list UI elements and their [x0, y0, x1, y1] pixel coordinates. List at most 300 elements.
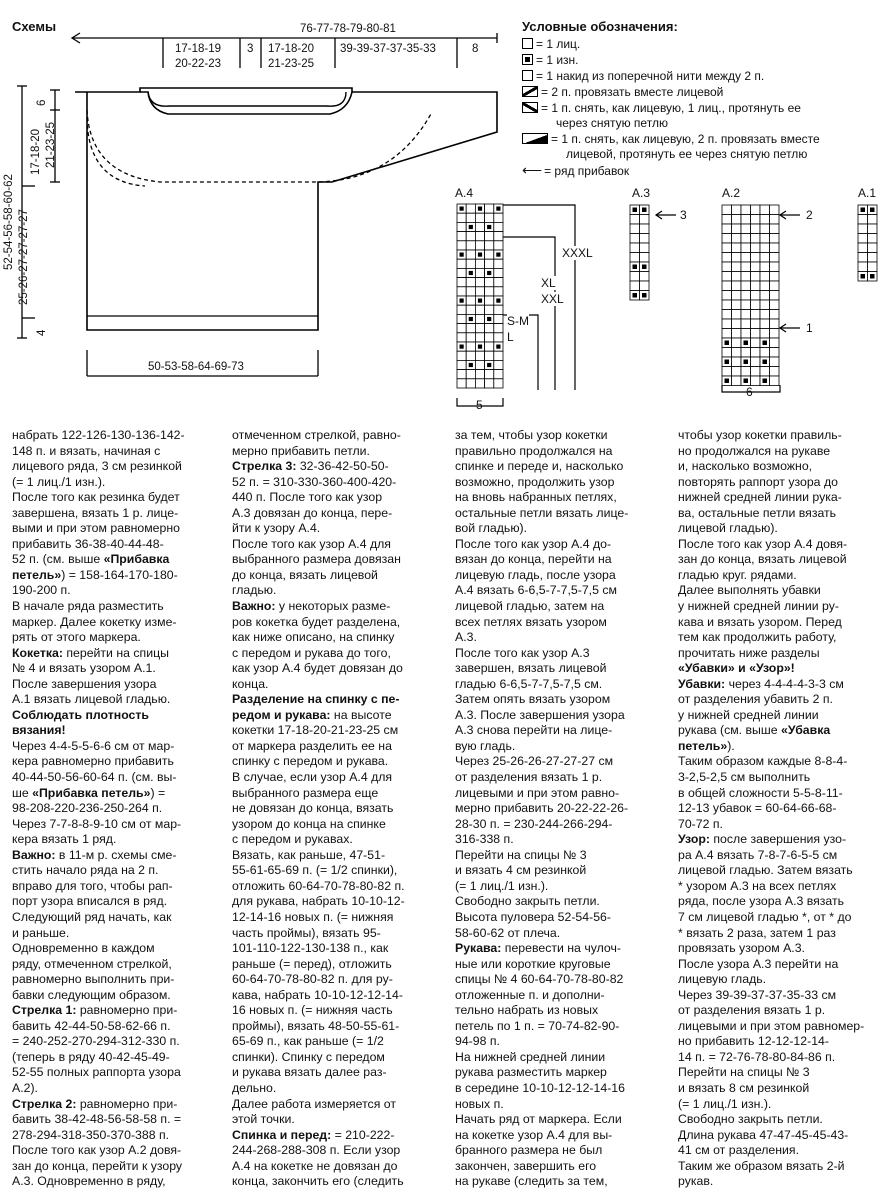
- chart-cell: [732, 215, 742, 225]
- chart-cell: [722, 224, 732, 234]
- text-line: лицевыми и при этом равномер-: [678, 1018, 865, 1033]
- chart-cell: [741, 348, 751, 358]
- repeat-6: 6: [746, 385, 753, 399]
- text-line: выбранного размера еще: [232, 785, 379, 800]
- chart-cell: [466, 259, 475, 268]
- text-line: Далее работа измеряется от: [232, 1096, 396, 1111]
- text-line: Стрелка 2: равномерно при-: [12, 1096, 178, 1111]
- chart-cell: [475, 314, 484, 323]
- text-line: Важно: в 11-м р. схемы сме-: [12, 847, 177, 862]
- chart-cell: [466, 342, 475, 351]
- chart-cell: [751, 338, 761, 348]
- chart-cell: [485, 278, 494, 287]
- chart-cell: [475, 351, 484, 360]
- purl-mark: [763, 341, 768, 346]
- purl-mark: [487, 271, 491, 275]
- chart-cell: [732, 224, 742, 234]
- text-line: мерно прибавить 20-22-22-26-: [455, 801, 629, 816]
- text-line: Рукава: перевести на чулоч-: [455, 941, 621, 956]
- chart-cell: [741, 253, 751, 263]
- chart-cell: [751, 319, 761, 329]
- text-line: 28-30 п. = 230-244-266-294-: [455, 816, 613, 831]
- purl-mark: [744, 341, 749, 346]
- text-line: от разделения убавить 2 п.: [678, 692, 833, 707]
- chart-cell: [494, 287, 503, 296]
- purl-mark: [469, 271, 473, 275]
- text-line: «Убавки» и «Узор»!: [678, 661, 795, 676]
- chart-cell: [722, 348, 732, 358]
- chart-cell: [770, 300, 780, 310]
- text-line: выми и при этом равномерно: [12, 521, 180, 536]
- chart-cell: [475, 305, 484, 314]
- text-line: выбранного размера довязан: [232, 552, 401, 567]
- text-line: на кокетке узор A.4 для вы-: [455, 1127, 613, 1142]
- chart-cell: [858, 262, 868, 272]
- chart-cell: [485, 333, 494, 342]
- chart-cell: [640, 243, 650, 253]
- chart-cell: [485, 250, 494, 259]
- text-line: рукава (см. выше «Убавка: [678, 723, 831, 738]
- text-line: 12-14-16 новых п. (= нижняя: [232, 909, 394, 924]
- text-line: A.3. После завершения узора: [455, 707, 625, 722]
- chart-cell: [630, 215, 640, 225]
- yoke-height-b: 21-23-25: [45, 121, 57, 168]
- chart-cell: [741, 367, 751, 377]
- arrow-label-1: 1: [806, 321, 813, 335]
- stitch-charts: [0, 0, 882, 420]
- text-line: Через 4-4-5-5-6-6 см от мар-: [12, 738, 175, 753]
- text-line: бавить 38-42-48-56-58-58 п. =: [12, 1112, 182, 1127]
- text-line: редом и рукава: на высоте: [232, 707, 392, 722]
- chart-cell: [770, 272, 780, 282]
- chart-cell: [722, 253, 732, 263]
- text-line: как ниже описано, на спинку: [232, 630, 395, 645]
- text-line: завершен, вязать лицевой: [455, 661, 607, 676]
- text-line: возможно, продолжить узор: [455, 474, 615, 489]
- chart-cell: [732, 205, 742, 215]
- text-line: бранного размера не был: [455, 1143, 603, 1158]
- text-line: лицевыми и при этом равно-: [455, 785, 620, 800]
- purl-mark: [478, 345, 482, 349]
- chart-cell: [732, 310, 742, 320]
- purl-mark: [861, 208, 866, 213]
- chart-cell: [741, 319, 751, 329]
- text-line: После того как узор A.3: [455, 645, 590, 660]
- chart-cell: [741, 272, 751, 282]
- purl-mark: [642, 293, 647, 298]
- chart-cell: [770, 253, 780, 263]
- chart-cell: [732, 243, 742, 253]
- text-line: остальные петли вязать лице-: [455, 505, 629, 520]
- text-line: петель») = 158-164-170-180-: [12, 567, 178, 582]
- chart-cell: [457, 324, 466, 333]
- text-line: Важно: у некоторых разме-: [232, 599, 391, 614]
- text-line: 101-110-122-130-138 п., как: [232, 941, 389, 956]
- size-xl: XL: [541, 276, 556, 290]
- text-line: проймы), вязать 48-50-55-61-: [232, 1018, 400, 1033]
- text-line: как узор A.4 будет довязан до: [232, 661, 403, 676]
- chart-cell: [741, 224, 751, 234]
- purl-mark: [725, 341, 730, 346]
- chart-cell: [770, 338, 780, 348]
- text-line: На нижней средней линии: [455, 1049, 606, 1064]
- chart-cell: [770, 243, 780, 253]
- text-line: Длина рукава 47-47-45-45-43-: [678, 1127, 849, 1142]
- arrow-label-2: 2: [806, 208, 813, 222]
- chart-cell: [760, 224, 770, 234]
- top-width: 76-77-78-79-80-81: [300, 23, 396, 35]
- purl-mark: [725, 379, 730, 384]
- text-line: раньше (= перед), отложить: [232, 956, 392, 971]
- purl-mark: [763, 379, 768, 384]
- text-line: набрать 122-126-130-136-142-: [12, 428, 185, 442]
- chart-cell: [732, 262, 742, 272]
- chart-cell: [751, 329, 761, 339]
- text-line: ва, остальные петли вязать: [678, 505, 837, 520]
- chart-cell: [466, 250, 475, 259]
- chart-cell: [732, 348, 742, 358]
- chart-cell: [457, 360, 466, 369]
- text-line: спинке и переде и, насколько: [455, 459, 624, 474]
- purl-mark: [460, 345, 464, 349]
- text-line: и вязать 8 см резинкой: [678, 1080, 810, 1095]
- text-line: повторять раппорт узора до: [678, 474, 838, 489]
- chart-cell: [466, 296, 475, 305]
- chart-a3-grid: [630, 205, 649, 300]
- chart-cell: [457, 232, 466, 241]
- chart-cell: [858, 234, 868, 244]
- text-line: на вновь набранных петлях,: [455, 490, 617, 505]
- rib-height: 4: [36, 329, 48, 336]
- chart-cell: [494, 360, 503, 369]
- chart-cell: [760, 234, 770, 244]
- chart-cell: [722, 281, 732, 291]
- text-line: бавки следующим образом.: [12, 987, 171, 1002]
- chart-cell: [751, 243, 761, 253]
- chart-cell: [494, 241, 503, 250]
- chart-cell: [475, 278, 484, 287]
- text-line: равномерно выполнить при-: [12, 972, 175, 987]
- chart-cell: [457, 379, 466, 388]
- neck-dim-a: 17-18-19: [175, 43, 222, 55]
- chart-cell: [457, 370, 466, 379]
- chart-cell: [640, 253, 650, 263]
- text-line: (= 1 лиц./1 изн.).: [455, 878, 549, 893]
- chart-cell: [494, 370, 503, 379]
- chart-cell: [485, 370, 494, 379]
- chart-cell: [494, 314, 503, 323]
- chart-cell: [732, 338, 742, 348]
- chart-cell: [732, 253, 742, 263]
- purl-mark: [725, 360, 730, 365]
- legend-inc-row: ⟵ = ряд прибавок: [522, 162, 630, 178]
- text-line: 58-60-62 от плеча.: [455, 925, 561, 940]
- chart-cell: [770, 376, 780, 386]
- text-line: A.3 снова перейти на лице-: [455, 723, 613, 738]
- text-line: но прибавить 12-12-12-14-: [678, 1034, 829, 1049]
- purl-mark: [642, 265, 647, 270]
- text-line: 60-64-70-78-80-82 п. для ру-: [232, 972, 393, 987]
- purl-mark: [478, 207, 482, 211]
- text-line: всех петлях вязать узором: [455, 614, 607, 629]
- text-line: Убавки: через 4-4-4-4-3-3 см: [678, 676, 844, 691]
- text-line: Таким образом каждые 8-8-4-: [678, 754, 848, 769]
- section-title: Схемы: [12, 19, 57, 34]
- arrow-label-3: 3: [680, 208, 687, 222]
- neck-height: 6: [36, 99, 48, 106]
- legend-knit: = 1 лиц.: [522, 37, 580, 51]
- chart-cell: [475, 213, 484, 222]
- chart-cell: [770, 224, 780, 234]
- text-line: 52-55 полных раппорта узора: [12, 1065, 181, 1080]
- neck-dim-d: 17-18-20: [268, 43, 315, 55]
- text-line: = 240-252-270-294-312-330 п.: [12, 1034, 180, 1049]
- chart-cell: [751, 300, 761, 310]
- legend-title: Условные обозначения:: [522, 19, 678, 34]
- purl-mark: [763, 360, 768, 365]
- text-line: A.3.: [455, 630, 477, 645]
- text-line: ше «Прибавка петель») =: [12, 785, 166, 800]
- chart-cell: [760, 215, 770, 225]
- text-line: ные или короткие круговые: [455, 956, 611, 971]
- text-line: и рукава вязать далее раз-: [232, 1065, 387, 1080]
- text-line: Перейти на спицы № 3: [455, 847, 587, 862]
- height-total: 52-54-56-58-60-62: [3, 174, 15, 270]
- text-line: 98-208-220-236-250-264 п.: [12, 801, 163, 816]
- chart-cell: [630, 224, 640, 234]
- chart-cell: [722, 310, 732, 320]
- text-line: стить начало ряда на 2 п.: [12, 863, 159, 878]
- chart-cell: [770, 348, 780, 358]
- chart-cell: [760, 272, 770, 282]
- text-line: лицевую гладь, после узора: [455, 567, 616, 582]
- text-line: отложить 60-64-70-78-80-82 п.: [232, 878, 405, 893]
- text-line: лицевой гладью).: [678, 521, 778, 536]
- chart-cell: [457, 351, 466, 360]
- chart-cell: [732, 367, 742, 377]
- size-xxl: XXL: [541, 292, 564, 306]
- chart-cell: [732, 281, 742, 291]
- chart-cell: [732, 376, 742, 386]
- text-line: в середине 10-10-12-12-14-16: [455, 1080, 625, 1095]
- chart-cell: [741, 281, 751, 291]
- chart-cell: [485, 351, 494, 360]
- text-line: 40-44-50-56-60-64 п. (см. вы-: [12, 770, 177, 785]
- text-line: 41 см от разделения.: [678, 1143, 799, 1158]
- text-line: рять от этого маркера.: [12, 630, 141, 645]
- text-line: йти к узору A.4.: [232, 521, 321, 536]
- text-line: часть проймы), вязать 95-: [232, 925, 381, 940]
- chart-cell: [722, 215, 732, 225]
- neck-dim-c: 3: [247, 43, 254, 55]
- chart-cell: [466, 305, 475, 314]
- chart-cell: [858, 243, 868, 253]
- chart-cell: [466, 232, 475, 241]
- text-line: бавить 42-44-50-58-62-66 п.: [12, 1018, 171, 1033]
- chart-cell: [494, 278, 503, 287]
- text-line: провязать узором A.3.: [678, 941, 805, 956]
- text-line: A.1 вязать лицевой гладью.: [12, 692, 171, 707]
- purl-mark: [460, 207, 464, 211]
- chart-cell: [485, 232, 494, 241]
- chart-cell: [858, 253, 868, 263]
- text-line: После того как узор A.4 для: [232, 536, 391, 551]
- chart-cell: [760, 367, 770, 377]
- chart-cell: [457, 278, 466, 287]
- chart-cell: [475, 222, 484, 231]
- chart-a1-label: A.1: [858, 186, 877, 200]
- legend-yo: = 1 накид из поперечной нити между 2 п.: [522, 69, 764, 83]
- text-line: Далее выполнять убавки: [678, 583, 821, 598]
- chart-cell: [722, 205, 732, 215]
- text-line: для рукава, набрать 10-10-12-: [232, 894, 405, 909]
- text-line: отложенные п. и дополни-: [455, 987, 605, 1002]
- chart-cell: [494, 351, 503, 360]
- chart-cell: [751, 291, 761, 301]
- text-line: 12-13 убавок = 60-64-66-68-: [678, 801, 837, 816]
- text-line: лицевой гладью. Затем вязать: [678, 863, 853, 878]
- chart-cell: [760, 205, 770, 215]
- text-line: рукав.: [678, 1174, 714, 1189]
- text-line: После того как узор A.2 довя-: [12, 1143, 182, 1158]
- text-line: * узором A.3 на всех петлях: [678, 878, 837, 893]
- text-line: 148 п. и вязать, начиная с: [12, 443, 161, 458]
- purl-mark: [496, 345, 500, 349]
- chart-cell: [457, 287, 466, 296]
- chart-cell: [722, 319, 732, 329]
- text-line: мерно прибавить петли.: [232, 443, 370, 458]
- chart-cell: [770, 329, 780, 339]
- purl-mark: [744, 360, 749, 365]
- text-line: порт узора вписался в ряд.: [12, 894, 168, 909]
- chart-cell: [630, 234, 640, 244]
- text-line: не довязан до конца, вязать: [232, 801, 394, 816]
- text-line: В случае, если узор A.4 для: [232, 770, 393, 785]
- size-sm: S-M: [507, 314, 529, 328]
- chart-cell: [640, 234, 650, 244]
- text-line: 16 новых п. (= нижняя часть: [232, 1003, 393, 1018]
- chart-cell: [466, 370, 475, 379]
- text-line: вправо для того, чтобы рап-: [12, 878, 173, 893]
- text-line: зан до конца, вязать лицевой: [678, 552, 847, 567]
- chart-cell: [457, 259, 466, 268]
- chart-cell: [741, 262, 751, 272]
- chart-cell: [741, 291, 751, 301]
- chart-cell: [494, 222, 503, 231]
- chart-a4-grid: [457, 204, 503, 388]
- text-line: 52 п. = 310-330-360-400-420-: [232, 474, 397, 489]
- chart-cell: [751, 367, 761, 377]
- chart-cell: [485, 379, 494, 388]
- chart-cell: [770, 291, 780, 301]
- purl-mark: [469, 317, 473, 321]
- text-line: дельно.: [232, 1080, 277, 1095]
- text-column-1: [12, 428, 217, 1190]
- text-line: тельно набрать из новых: [455, 1003, 599, 1018]
- neck-dim-e: 21-23-25: [268, 58, 315, 70]
- chart-cell: [475, 360, 484, 369]
- text-line: После того как резинка будет: [12, 490, 180, 505]
- text-line: от разделения вязать 1 р.: [455, 770, 603, 785]
- text-line: Свободно закрыть петли.: [455, 894, 600, 909]
- text-line: Вязать, как раньше, 47-51-: [232, 847, 386, 862]
- purl-mark: [469, 363, 473, 367]
- sleeve-dim-b: 8: [472, 43, 479, 55]
- text-line: маркер. Далее кокетку изме-: [12, 614, 177, 629]
- text-line: Через 25-26-26-27-27-27 см: [455, 754, 614, 769]
- text-line: Через 39-39-37-37-35-33 см: [678, 987, 837, 1002]
- text-line: завершена, вязать 1 р. лице-: [12, 505, 179, 520]
- chart-cell: [475, 268, 484, 277]
- chart-cell: [760, 319, 770, 329]
- text-line: лицевой гладью, затем на: [455, 599, 605, 614]
- text-line: петель»).: [678, 738, 735, 753]
- chart-cell: [475, 324, 484, 333]
- chart-cell: [732, 329, 742, 339]
- text-line: чтобы узор кокетки правиль-: [678, 428, 842, 442]
- chart-a2-label: A.2: [722, 186, 741, 200]
- text-line: тем как продолжить работу,: [678, 630, 837, 645]
- chart-cell: [466, 333, 475, 342]
- text-line: (= 1 лиц./1 изн.).: [678, 1096, 772, 1111]
- text-line: спинку с передом и рукава.: [232, 754, 389, 769]
- chart-cell: [732, 319, 742, 329]
- chart-cell: [722, 262, 732, 272]
- text-line: 440 п. После того как узор: [232, 490, 383, 505]
- text-line: узором до конца на спинке: [232, 816, 386, 831]
- legend-purl: = 1 изн.: [522, 53, 579, 67]
- chart-cell: [751, 281, 761, 291]
- text-column-2: [232, 428, 437, 1190]
- purl-mark: [870, 274, 875, 279]
- purl-mark: [496, 207, 500, 211]
- text-line: 65-69 п., как раньше (= 1/2: [232, 1034, 384, 1049]
- text-line: Начать ряд от маркера. Если: [455, 1112, 622, 1127]
- chart-cell: [741, 234, 751, 244]
- text-line: у нижней средней линии: [678, 707, 819, 722]
- chart-cell: [494, 232, 503, 241]
- height-body: 25-26-27-27-27-27: [18, 209, 30, 305]
- text-line: Высота пуловера 52-54-56-: [455, 909, 611, 924]
- chart-cell: [751, 348, 761, 358]
- chart-a2-grid: [722, 205, 779, 386]
- legend-skp-cont: через снятую петлю: [556, 116, 668, 130]
- chart-cell: [457, 268, 466, 277]
- chart-cell: [494, 324, 503, 333]
- sleeve-dim-a: 39-39-37-37-35-33: [340, 43, 436, 55]
- chart-cell: [751, 357, 761, 367]
- text-line: конца.: [232, 676, 269, 691]
- chart-cell: [770, 281, 780, 291]
- purl-mark: [460, 299, 464, 303]
- text-line: 316-338 п.: [455, 832, 514, 847]
- text-line: кокетки 17-18-20-21-23-25 см: [232, 723, 399, 738]
- chart-cell: [722, 243, 732, 253]
- purl-mark: [633, 208, 638, 213]
- chart-cell: [457, 333, 466, 342]
- chart-cell: [722, 234, 732, 244]
- text-line: новых п.: [455, 1096, 504, 1111]
- chart-cell: [722, 329, 732, 339]
- text-line: Стрелка 1: равномерно при-: [12, 1003, 178, 1018]
- text-line: 278-294-318-350-370-388 п.: [12, 1127, 170, 1142]
- chart-cell: [751, 205, 761, 215]
- text-line: A.2).: [12, 1080, 38, 1095]
- chart-cell: [485, 324, 494, 333]
- chart-cell: [466, 213, 475, 222]
- chart-cell: [485, 241, 494, 250]
- chart-cell: [760, 329, 770, 339]
